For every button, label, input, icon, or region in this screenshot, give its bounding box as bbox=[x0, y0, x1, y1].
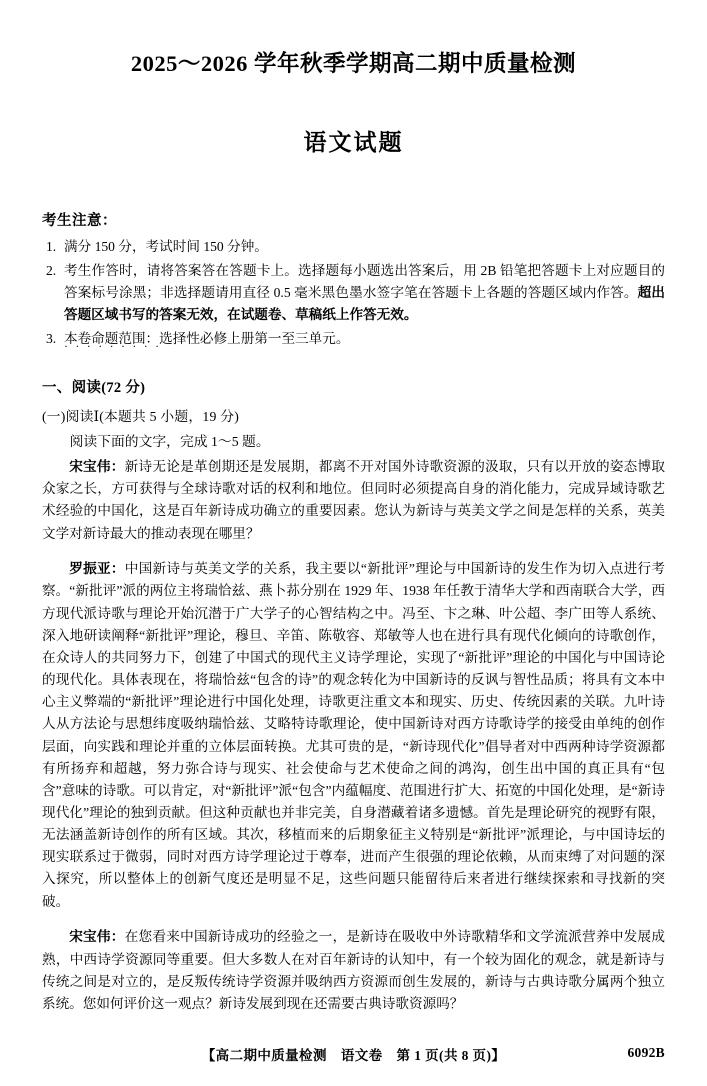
notice-item-2 bbox=[42, 260, 665, 326]
notice-item-1-text: 满分 150 分，考试时间 150 分钟。 bbox=[64, 239, 268, 254]
speaker-name-2: 罗振亚： bbox=[69, 561, 125, 577]
notice-item-3-number: 3. bbox=[46, 331, 57, 347]
dialogue-paragraph-3 bbox=[42, 926, 665, 1015]
page-footer bbox=[0, 1044, 707, 1070]
footer-subject-label: 语文卷 bbox=[340, 1048, 383, 1063]
subsection-heading-one: (一)阅读Ⅰ(本题共 5 小题，19 分) bbox=[42, 409, 240, 425]
footer-exam-label: 【高二期中质量检测 bbox=[201, 1048, 327, 1063]
subject-title: 语文试题 bbox=[303, 130, 404, 155]
notice-item-1 bbox=[42, 236, 665, 258]
exam-title: 2025～2026 学年秋季学期高二期中质量检测 bbox=[130, 51, 577, 76]
speaker-name-3: 宋宝伟： bbox=[69, 929, 125, 945]
footer-page-number: 第 1 页(共 8 页)】 bbox=[396, 1048, 506, 1063]
dialogue-text-1: 新诗无论是革创期还是发展期，都离不开对国外诗歌资源的汲取，只有以开放的姿态博取众家之长，方可获得与全球诗歌对话的权利和地位。但同时必须提高自身的消化能力，完成异域诗歌艺术经验的中国化，这是百年新诗成功确立的重要因素。您认为新诗与英美文学之间是怎样的关系，英美文学对新诗最大的推动表现在哪里？ bbox=[42, 459, 666, 541]
notice-item-2-number: 2. bbox=[46, 263, 57, 279]
speaker-name-1: 宋宝伟： bbox=[69, 459, 125, 475]
footer-center-label bbox=[202, 1044, 506, 1064]
section-heading-one: 一、阅读(72 分) bbox=[42, 380, 146, 397]
notice-list bbox=[42, 236, 665, 350]
reading-instruction: 阅读下面的文字，完成 1～5 题。 bbox=[69, 434, 270, 450]
notice-item-3 bbox=[42, 328, 665, 350]
dialogue-paragraph-2 bbox=[42, 558, 665, 913]
dialogue-paragraph-1 bbox=[42, 456, 665, 545]
notice-item-1-number: 1. bbox=[46, 239, 57, 254]
footer-paper-code: 6092B bbox=[627, 1045, 665, 1060]
notice-item-2-text: 考生作答时，请将答案答在答题卡上。选择题每小题选出答案后，用 2B 铅笔把答题卡上对应题目的答案标号涂黑；非选择题请用直径 0.5 毫米黑色墨水签字笔在答题卡上各题的答题区域内作答。 bbox=[64, 263, 665, 301]
notice-heading: 考生注意： bbox=[42, 213, 117, 229]
dialogue-text-3: 在您看来中国新诗成功的经验之一，是新诗在吸收中外诗歌精华和文学流派营养中发展成熟，中西诗学资源同等重要。但大多数人在对百年新诗的认知中，有一个较为固化的观念，就是新诗与传统之间是对立的，是反叛传统诗学资源并吸纳西方资源而创生发展的，新诗与古典诗歌分属两个独立系统。您如何评价这一观点？新诗发展到现在还需要古典诗歌资源吗？ bbox=[42, 929, 666, 1011]
dialogue-text-2: 中国新诗与英美文学的关系，我主要以“新批评”理论与中国新诗的发生作为切入点进行考察。“新批评”派的两位主将瑞恰兹、燕卜荪分别在 1929 年、1938 年任教于清华大学和西南联合大学，西方现代派诗歌与理论开始沉潜于广大学子的心智结构之中。冯至、卞之琳、叶公超、李广田等人系统、深入地研读阐释“新批评”理论，穆旦、辛笛、陈敬容、郑敏等人也在进行具有现代化倾向的诗歌创作，在众诗人的共同努力下，创建了中国式的现代主义诗学理论，实现了“新批评”理论的中国化与中国诗论的现代化。具体表现在，将瑞恰兹“包含的诗”的观念转化为中国新诗的反讽与智性品质；将具有文本中心主义弊端的“新批评”理论进行中国化处理，诗歌更注重文本和现实、历史、传统因素的关联。九叶诗人从方法论与思想纬度吸纳瑞恰兹、艾略特诗歌理论，使中国新诗对西方诗歌诗学的接受由单纯的创作层面，向实践和理论并重的立体层面转换。尤其可贵的是，“新诗现代化”倡导者对中西两种诗学资源都有所扬弃和超越，努力弥合诗与现实、社会使命与艺术使命之间的鸿沟，创生出中国的真正具有“包含”意味的诗歌。可以肯定，对“新批评”派“包含”内蕴幅度、范围进行扩大、拓宽的中国化处理，是“新诗现代化”理论的独到贡献。但这种贡献也并非完美，自身潜藏着诸多遗憾。首先是理论研究的视野有限，无法涵盖新诗创作的所有区域。其次，移植而来的后期象征主义特别是“新批评”派理论，与中国诗坛的现实联系过于微弱，同时对西方诗学理论过于尊奉，进而产生很强的理论依赖，从而束缚了对问题的深入探究，所以整体上的创新气度还是明显不足，这些问题只能留待后来者进行继续探索和寻找新的突破。 bbox=[42, 561, 665, 909]
notice-item-2-emphasis: 超出答题区域书写的答案无效，在试题卷、草稿纸上作答无效。 bbox=[64, 285, 665, 323]
notice-item-3-text: 本卷命题范围：选择性必修上册第一至三单元。 · · bbox=[64, 331, 349, 346]
